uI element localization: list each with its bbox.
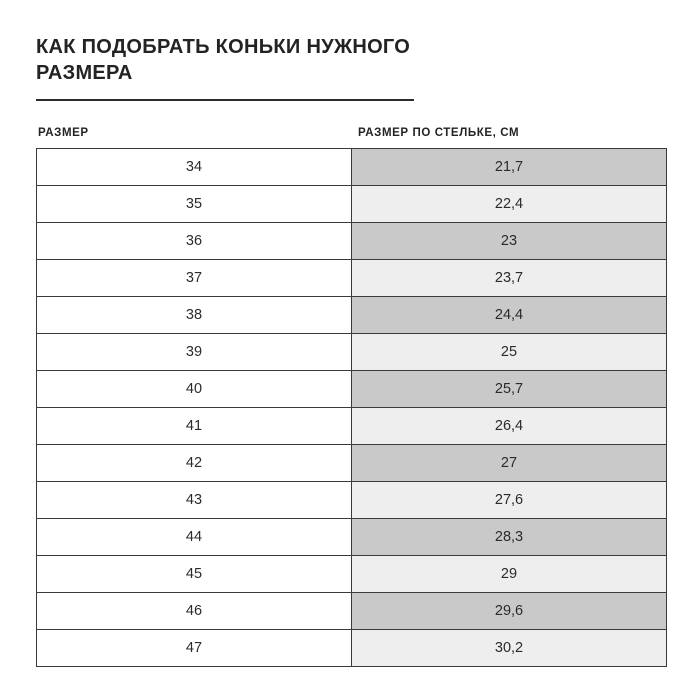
table-row (37, 148, 667, 185)
cell-insole: 25,7 (352, 370, 667, 407)
cell-insole: 23,7 (352, 259, 667, 296)
table-row (37, 296, 667, 333)
cell-insole: 29,6 (352, 592, 667, 629)
table-row (37, 629, 667, 666)
table-row (37, 518, 667, 555)
title-divider (36, 99, 414, 101)
cell-insole: 27 (352, 444, 667, 481)
cell-size: 42 (37, 444, 352, 481)
cell-insole: 24,4 (352, 296, 667, 333)
table-row (37, 481, 667, 518)
cell-size: 35 (37, 185, 352, 222)
cell-insole: 28,3 (352, 518, 667, 555)
cell-size: 36 (37, 222, 352, 259)
table-row (37, 407, 667, 444)
cell-size: 45 (37, 555, 352, 592)
table-row (37, 370, 667, 407)
cell-size: 43 (37, 481, 352, 518)
cell-size: 39 (37, 333, 352, 370)
size-table-body (37, 148, 667, 666)
cell-size: 47 (37, 629, 352, 666)
table-column-headers (36, 127, 664, 148)
table-row (37, 555, 667, 592)
cell-insole: 25 (352, 333, 667, 370)
table-row (37, 592, 667, 629)
cell-insole: 22,4 (352, 185, 667, 222)
cell-insole: 26,4 (352, 407, 667, 444)
table-row (37, 444, 667, 481)
cell-size: 38 (37, 296, 352, 333)
table-row (37, 333, 667, 370)
size-table (36, 148, 667, 667)
cell-insole: 29 (352, 555, 667, 592)
table-row (37, 185, 667, 222)
cell-size: 41 (37, 407, 352, 444)
cell-size: 37 (37, 259, 352, 296)
table-row (37, 259, 667, 296)
cell-size: 46 (37, 592, 352, 629)
cell-insole: 21,7 (352, 148, 667, 185)
cell-insole: 30,2 (352, 629, 667, 666)
column-header-insole: РАЗМЕР ПО СТЕЛЬКЕ, СМ (358, 126, 520, 139)
cell-insole: 27,6 (352, 481, 667, 518)
cell-insole: 23 (352, 222, 667, 259)
table-row (37, 222, 667, 259)
cell-size: 34 (37, 148, 352, 185)
cell-size: 40 (37, 370, 352, 407)
page-title: КАК ПОДОБРАТЬ КОНЬКИ НУЖНОГО РАЗМЕРА (36, 36, 411, 85)
cell-size: 44 (37, 518, 352, 555)
column-header-size: РАЗМЕР (38, 126, 89, 139)
